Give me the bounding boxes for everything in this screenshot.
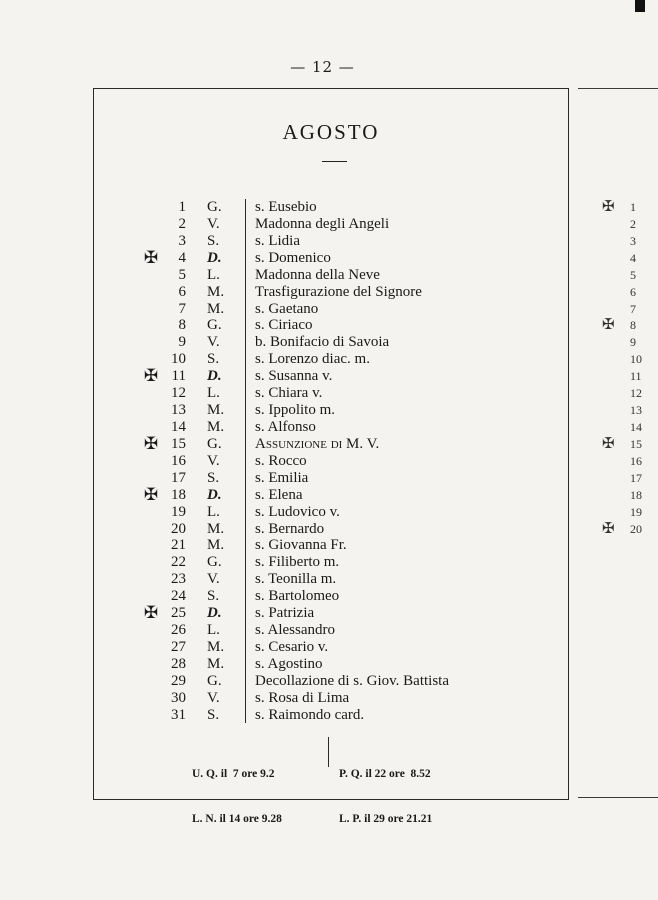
day-number: 18 [171, 486, 186, 503]
saint-name: s. Lidia [255, 232, 300, 249]
weekday: G. [207, 317, 222, 334]
feast-cross-icon: ✠ [143, 366, 159, 386]
edge-row [602, 520, 645, 538]
edge-day-number: 11 [630, 369, 642, 384]
edge-day-number: 6 [630, 284, 636, 299]
saint-name: s. Alfonso [255, 418, 316, 435]
day-row [0, 419, 645, 436]
day-number: 8 [178, 317, 186, 334]
edge-row [610, 385, 645, 402]
weekday: D. [207, 486, 222, 503]
edge-row [602, 435, 645, 453]
saint-name: s. Cesario v. [255, 638, 329, 655]
edge-day-number: 20 [630, 521, 642, 536]
saint-name: s. Rosa di Lima [255, 689, 350, 706]
day-number: 16 [171, 452, 186, 469]
day-number: 30 [171, 689, 186, 706]
day-row [0, 656, 645, 673]
edge-mark [635, 0, 645, 12]
weekday: G. [207, 554, 222, 571]
weekday: V. [207, 689, 220, 706]
feast-cross-icon: ✠ [143, 603, 159, 623]
weekday: D. [207, 605, 222, 622]
weekday: L. [207, 503, 220, 520]
day-number: 3 [178, 232, 186, 249]
weekday: G. [207, 199, 222, 215]
saint-name: s. Gaetano [255, 300, 319, 317]
day-number: 17 [171, 469, 186, 486]
day-row [0, 470, 645, 487]
saint-name: s. Giovanna Fr. [255, 537, 347, 554]
saint-name: Decollazione di s. Giov. Battista [255, 672, 449, 689]
feast-cross-icon: ✠ [602, 199, 615, 215]
day-row [0, 622, 645, 639]
day-row [0, 402, 645, 419]
day-row [0, 537, 645, 554]
weekday: M. [207, 418, 225, 435]
saint-name: s. Bartolomeo [255, 588, 340, 605]
saint-name: s. Ippolito m. [255, 402, 336, 419]
day-number: 9 [178, 334, 186, 351]
saint-name: s. Bernardo [255, 520, 325, 537]
day-row [0, 385, 645, 402]
day-number: 20 [171, 520, 186, 537]
weekday: M. [207, 655, 225, 672]
edge-day-number: 4 [630, 250, 636, 265]
day-number: 23 [171, 571, 186, 588]
day-number: 7 [178, 300, 186, 317]
edge-row [610, 267, 645, 284]
saint-name: s. Ludovico v. [255, 503, 340, 520]
day-number: 6 [178, 283, 186, 300]
day-row [0, 588, 645, 605]
day-number: 12 [171, 385, 186, 402]
moon-phase-line: L. N. il 14 ore 9.28 [192, 813, 282, 825]
weekday: V. [207, 215, 220, 232]
edge-day-number: 12 [630, 386, 642, 401]
edge-day-number: 10 [630, 352, 642, 367]
moon-phases-right [339, 737, 432, 842]
weekday: S. [207, 351, 220, 368]
feast-cross-icon: ✠ [143, 484, 159, 504]
saint-name: s. Lorenzo diac. m. [255, 351, 370, 368]
day-row [0, 707, 645, 724]
edge-row [610, 233, 645, 250]
day-number: 2 [178, 215, 186, 232]
day-number: 28 [171, 655, 186, 672]
edge-row [610, 351, 645, 368]
edge-day-number: 14 [630, 419, 642, 434]
feast-cross-icon: ✠ [602, 317, 615, 334]
day-row [0, 334, 645, 351]
weekday: D. [207, 368, 222, 385]
edge-day-number: 17 [630, 470, 642, 485]
weekday: M. [207, 520, 225, 537]
edge-row [602, 199, 645, 216]
saint-name: s. Elena [255, 486, 303, 503]
day-number: 21 [171, 537, 186, 554]
feast-cross-icon: ✠ [602, 435, 615, 452]
edge-row [610, 453, 645, 470]
day-number: 10 [171, 351, 186, 368]
weekday: M. [207, 402, 225, 419]
edge-day-number: 7 [630, 301, 636, 316]
saint-name: b. Bonifacio di Savoia [255, 334, 390, 351]
weekday: L. [207, 385, 220, 402]
edge-row [610, 504, 645, 521]
day-number: 27 [171, 638, 186, 655]
weekday: L. [207, 266, 220, 283]
day-row [0, 233, 645, 250]
weekday: D. [207, 249, 222, 266]
weekday: S. [207, 588, 220, 605]
saint-name: Madonna della Neve [255, 266, 380, 283]
edge-row [610, 216, 645, 233]
day-row [0, 301, 645, 318]
edge-day-number: 16 [630, 453, 642, 468]
month-title: AGOSTO [282, 120, 380, 144]
day-number: 13 [171, 402, 186, 419]
day-row [0, 453, 645, 470]
moon-phase-line: U. Q. il 7 ore 9.2 [192, 768, 275, 780]
moon-phase-line: P. Q. il 22 ore 8.52 [339, 768, 431, 780]
edge-day-number: 19 [630, 504, 642, 519]
edge-day-number: 1 [630, 200, 636, 214]
edge-row [610, 487, 645, 504]
day-number: 14 [171, 418, 186, 435]
day-row [0, 521, 645, 538]
weekday: V. [207, 452, 220, 469]
day-row [0, 247, 645, 267]
moon-phases-left [192, 737, 282, 842]
day-row [0, 571, 645, 588]
next-page-edge-list [602, 199, 645, 537]
weekday: V. [207, 571, 220, 588]
saint-name: s. Teonilla m. [255, 571, 337, 588]
edge-day-number: 3 [630, 233, 636, 248]
feast-cross-icon: ✠ [602, 520, 615, 537]
edge-day-number: 15 [630, 436, 642, 451]
day-row [0, 351, 645, 368]
day-number: 22 [171, 554, 186, 571]
day-number: 25 [171, 605, 186, 622]
page-number: — 12 — [290, 58, 355, 76]
saint-name: s. Raimondo card. [255, 706, 365, 723]
day-row [0, 267, 645, 284]
weekday: L. [207, 622, 220, 639]
feast-cross-icon: ✠ [143, 247, 159, 267]
day-number: 19 [171, 503, 186, 520]
day-number: 1 [178, 199, 186, 215]
day-number: 4 [178, 249, 186, 266]
saint-name: s. Chiara v. [255, 385, 323, 402]
day-number: 11 [171, 368, 186, 385]
saint-name: s. Filiberto m. [255, 554, 340, 571]
edge-day-number: 18 [630, 487, 642, 502]
edge-row [610, 301, 645, 318]
edge-day-number: 2 [630, 216, 636, 231]
weekday: M. [207, 283, 225, 300]
weekday: S. [207, 232, 220, 249]
saint-name: s. Susanna v. [255, 368, 333, 385]
edge-row [610, 284, 645, 301]
day-row [0, 690, 645, 707]
feast-cross-icon: ✠ [143, 433, 159, 453]
day-number: 29 [171, 672, 186, 689]
saint-name: s. Ciriaco [255, 317, 313, 334]
day-row [0, 433, 645, 453]
edge-day-number: 5 [630, 267, 636, 282]
day-row [0, 216, 645, 233]
day-row [0, 554, 645, 571]
saint-name: s. Patrizia [255, 605, 315, 622]
day-number: 31 [171, 706, 186, 723]
weekday: M. [207, 300, 225, 317]
saint-name: s. Emilia [255, 469, 309, 486]
saint-name: s. Eusebio [255, 199, 317, 215]
edge-day-number: 13 [630, 403, 642, 418]
day-row [0, 284, 645, 301]
saint-name: s. Agostino [255, 655, 323, 672]
day-row [0, 504, 645, 521]
day-number: 15 [171, 435, 186, 452]
day-row [0, 317, 645, 334]
saint-name: s. Rocco [255, 452, 307, 469]
weekday: V. [207, 334, 220, 351]
weekday: G. [207, 435, 222, 452]
saint-name: s. Domenico [255, 249, 331, 266]
edge-row [610, 470, 645, 487]
edge-day-number: 9 [630, 335, 636, 350]
day-number: 24 [171, 588, 186, 605]
saint-name: s. Alessandro [255, 622, 335, 639]
edge-row [602, 317, 645, 334]
day-row [0, 605, 645, 622]
moon-phase-divider [328, 737, 329, 767]
day-number: 5 [178, 266, 186, 283]
edge-row [610, 402, 645, 419]
day-list [0, 199, 645, 724]
saint-name: Madonna degli Angeli [255, 215, 390, 232]
day-row [0, 639, 645, 656]
weekday: G. [207, 672, 222, 689]
day-row [0, 368, 645, 385]
edge-row [610, 419, 645, 436]
saint-name: Assunzione di M. V. [255, 435, 380, 452]
edge-row [610, 250, 645, 267]
day-number: 26 [171, 622, 186, 639]
weekday: S. [207, 469, 220, 486]
day-row [0, 484, 645, 504]
day-row [0, 673, 645, 690]
saint-name: Trasfigurazione del Signore [255, 283, 422, 300]
edge-row [610, 368, 645, 385]
weekday: S. [207, 706, 220, 723]
title-rule [322, 161, 347, 162]
edge-row [610, 334, 645, 351]
weekday: M. [207, 537, 225, 554]
day-row [0, 199, 645, 216]
moon-phase-line: L. P. il 29 ore 21.21 [339, 813, 433, 825]
weekday: M. [207, 638, 225, 655]
edge-day-number: 8 [630, 318, 636, 333]
